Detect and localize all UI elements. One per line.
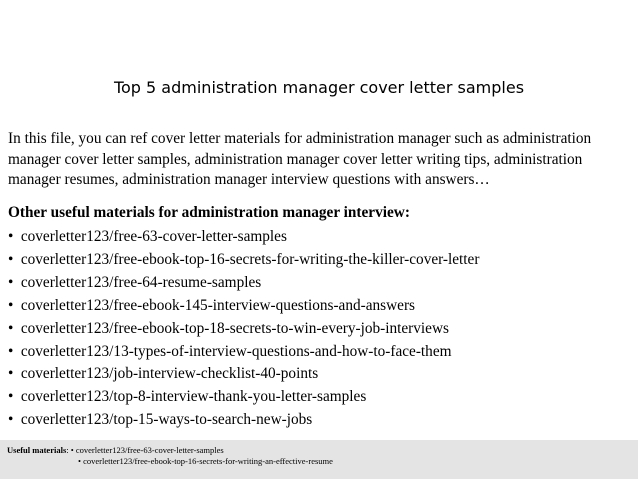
- list-item: [8, 226, 479, 249]
- intro-line: manager cover letter samples, administration manager cover letter writing tips, administration: [8, 150, 583, 168]
- footer-label: Useful materials: [7, 445, 67, 455]
- list-item: [8, 409, 479, 432]
- footer-separator: :: [66, 445, 71, 455]
- bullet-icon: •: [8, 228, 14, 245]
- bullet-icon: •: [8, 250, 14, 268]
- list-item: [8, 272, 479, 295]
- footer-link[interactable]: coverletter123/free-63-cover-letter-samples: [75, 445, 224, 455]
- bullet-icon: •: [8, 296, 14, 314]
- list-item: [8, 341, 479, 364]
- material-link[interactable]: coverletter123/job-interview-checklist-40-points: [20, 365, 319, 383]
- bullet-icon: •: [8, 273, 14, 291]
- intro-line: manager resumes, administration manager interview questions with answers…: [8, 171, 490, 188]
- intro-paragraph: [8, 129, 634, 191]
- material-link[interactable]: coverletter123/13-types-of-interview-questions-and-how-to-face-them: [20, 342, 452, 360]
- bullet-icon: •: [8, 411, 14, 429]
- material-link[interactable]: coverletter123/free-64-resume-samples: [20, 273, 262, 291]
- list-item: [8, 386, 479, 409]
- bullet-icon: •: [70, 445, 74, 455]
- material-link[interactable]: coverletter123/free-ebook-top-16-secrets-for-writing-the-killer-cover-letter: [20, 250, 480, 268]
- material-link[interactable]: coverletter123/top-15-ways-to-search-new-jobs: [20, 411, 313, 429]
- footer-row: [78, 456, 333, 467]
- page-title: Top 5 administration manager cover letter samples: [113, 78, 525, 97]
- bullet-icon: •: [8, 388, 14, 406]
- list-item: [8, 363, 479, 386]
- footer-link[interactable]: coverletter123/free-ebook-top-16-secrets-for-writing-an-effective-resume: [83, 456, 333, 466]
- bullet-icon: •: [78, 456, 81, 466]
- footer-row: [7, 445, 224, 456]
- footer-bar: [0, 440, 638, 479]
- material-link[interactable]: coverletter123/free-63-cover-letter-samples: [20, 228, 287, 245]
- material-link[interactable]: coverletter123/free-ebook-145-interview-questions-and-answers: [20, 296, 415, 314]
- list-item: [8, 295, 479, 318]
- material-link[interactable]: coverletter123/free-ebook-top-18-secrets-to-win-every-job-interviews: [20, 319, 449, 337]
- intro-line: In this file, you can ref cover letter materials for administration manager such as administration: [8, 130, 592, 147]
- material-link[interactable]: coverletter123/top-8-interview-thank-you-letter-samples: [20, 388, 367, 406]
- bullet-icon: •: [8, 342, 14, 360]
- materials-heading: Other useful materials for administration manager interview:: [8, 204, 410, 221]
- list-item: [8, 249, 479, 272]
- materials-list: [8, 226, 479, 432]
- list-item: [8, 318, 479, 341]
- bullet-icon: •: [8, 365, 14, 383]
- bullet-icon: •: [8, 319, 14, 337]
